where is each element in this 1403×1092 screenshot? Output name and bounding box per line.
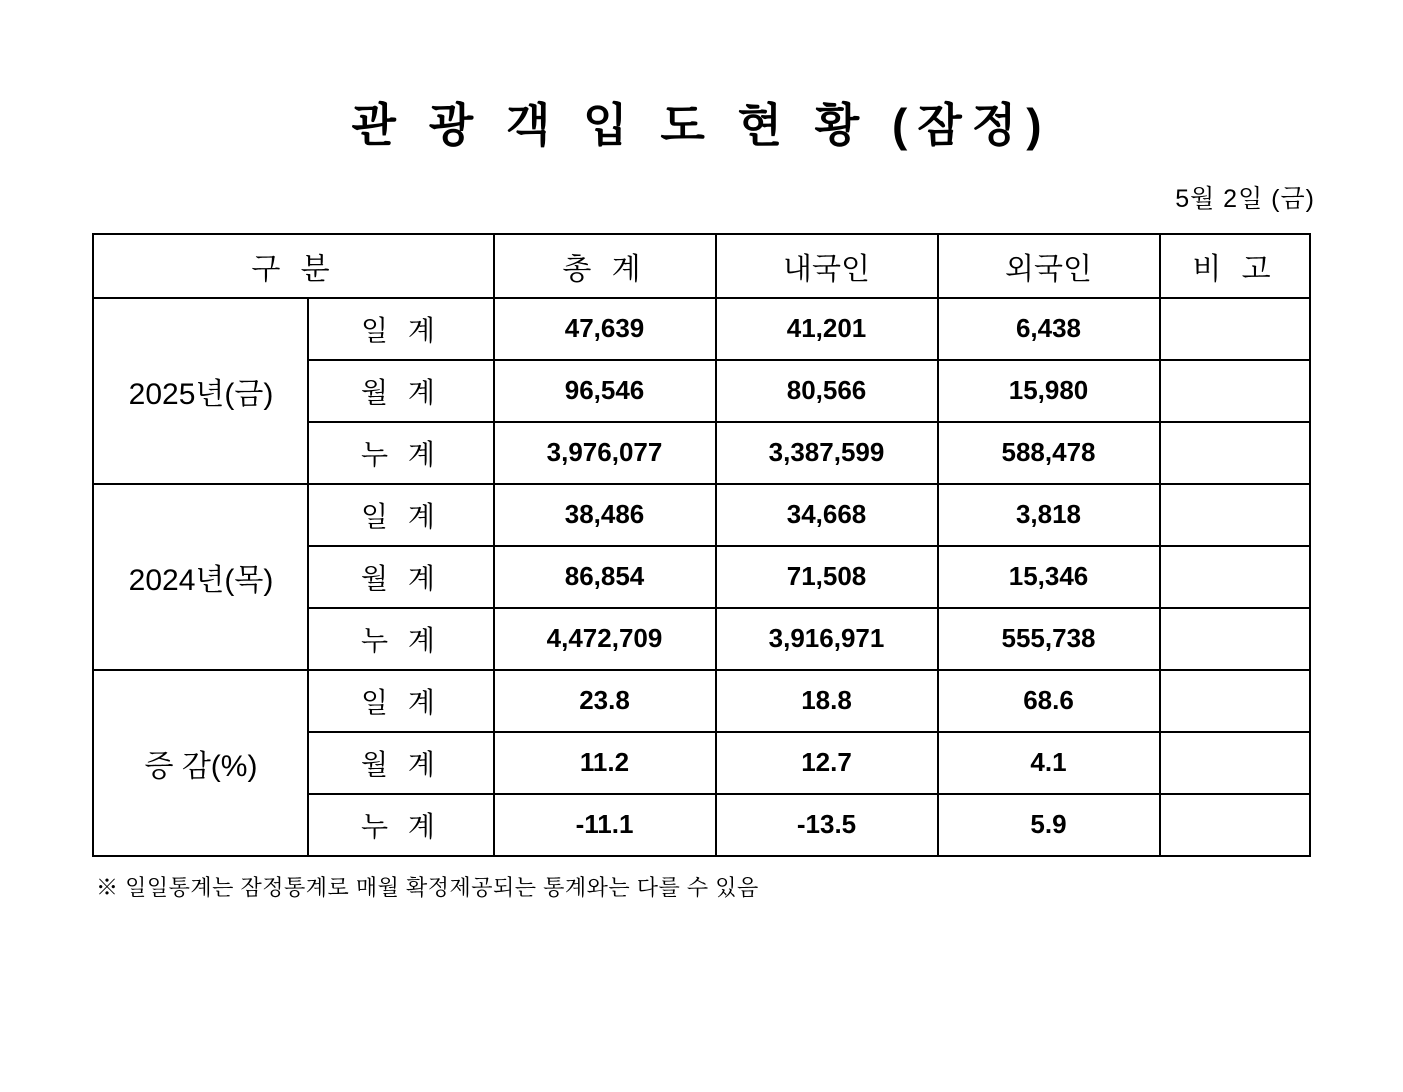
- cell-foreign-daily-change: 68.6: [938, 670, 1160, 732]
- cell-remark-cumulative-2025: [1160, 422, 1310, 484]
- cell-foreign-daily-2024: 3,818: [938, 484, 1160, 546]
- cell-domestic-daily-change: 18.8: [716, 670, 938, 732]
- cell-domestic-monthly-2025: 80,566: [716, 360, 938, 422]
- row-label-cumulative-2024: 누 계: [308, 608, 493, 670]
- cell-total-daily-change: 23.8: [494, 670, 716, 732]
- row-label-daily-2024: 일 계: [308, 484, 493, 546]
- group-label-2025: 2025년(금): [93, 298, 308, 484]
- page-title: 관 광 객 입 도 현 황 (잠정): [351, 99, 1052, 151]
- cell-foreign-monthly-2025: 15,980: [938, 360, 1160, 422]
- table-row: [93, 670, 1309, 732]
- row-label-monthly-2025: 월 계: [308, 360, 493, 422]
- table-row: [93, 484, 1309, 546]
- row-label-monthly-2024: 월 계: [308, 546, 493, 608]
- row-label-cumulative-2025: 누 계: [308, 422, 493, 484]
- cell-total-monthly-2024: 86,854: [494, 546, 716, 608]
- cell-foreign-cumulative-2025: 588,478: [938, 422, 1160, 484]
- group-label-change: 증 감(%): [93, 670, 308, 856]
- row-label-daily-2025: 일 계: [308, 298, 493, 360]
- cell-foreign-monthly-2024: 15,346: [938, 546, 1160, 608]
- cell-total-cumulative-2024: 4,472,709: [494, 608, 716, 670]
- cell-remark-cumulative-2024: [1160, 608, 1310, 670]
- group-label-2024: 2024년(목): [93, 484, 308, 670]
- cell-domestic-cumulative-change: -13.5: [716, 794, 938, 856]
- header-foreign: 외국인: [938, 234, 1160, 298]
- report-date: 5월 2일 (금): [1175, 184, 1315, 213]
- header-category: 구 분: [93, 234, 493, 298]
- row-label-monthly-change: 월 계: [308, 732, 493, 794]
- cell-total-cumulative-2025: 3,976,077: [494, 422, 716, 484]
- cell-total-daily-2024: 38,486: [494, 484, 716, 546]
- cell-domestic-cumulative-2024: 3,916,971: [716, 608, 938, 670]
- cell-remark-daily-change: [1160, 670, 1310, 732]
- cell-domestic-monthly-2024: 71,508: [716, 546, 938, 608]
- cell-remark-monthly-2025: [1160, 360, 1310, 422]
- cell-domestic-daily-2024: 34,668: [716, 484, 938, 546]
- table-row: [93, 298, 1309, 360]
- cell-foreign-cumulative-change: 5.9: [938, 794, 1160, 856]
- cell-remark-daily-2024: [1160, 484, 1310, 546]
- header-remark: 비 고: [1160, 234, 1310, 298]
- cell-remark-cumulative-change: [1160, 794, 1310, 856]
- document-page: [0, 100, 1403, 1092]
- cell-foreign-monthly-change: 4.1: [938, 732, 1160, 794]
- cell-remark-daily-2025: [1160, 298, 1310, 360]
- cell-remark-monthly-change: [1160, 732, 1310, 794]
- cell-total-cumulative-change: -11.1: [494, 794, 716, 856]
- cell-domestic-cumulative-2025: 3,387,599: [716, 422, 938, 484]
- header-total: 총 계: [494, 234, 716, 298]
- header-domestic: 내국인: [716, 234, 938, 298]
- cell-foreign-cumulative-2024: 555,738: [938, 608, 1160, 670]
- cell-domestic-daily-2025: 41,201: [716, 298, 938, 360]
- cell-domestic-monthly-change: 12.7: [716, 732, 938, 794]
- footnote: ※ 일일통계는 잠정통계로 매월 확정제공되는 통계와는 다를 수 있음: [96, 874, 759, 900]
- cell-remark-monthly-2024: [1160, 546, 1310, 608]
- row-label-daily-change: 일 계: [308, 670, 493, 732]
- tourist-statistics-table: [92, 233, 1310, 857]
- cell-foreign-daily-2025: 6,438: [938, 298, 1160, 360]
- cell-total-monthly-2025: 96,546: [494, 360, 716, 422]
- table-header-row: [93, 234, 1309, 298]
- row-label-cumulative-change: 누 계: [308, 794, 493, 856]
- cell-total-daily-2025: 47,639: [494, 298, 716, 360]
- cell-total-monthly-change: 11.2: [494, 732, 716, 794]
